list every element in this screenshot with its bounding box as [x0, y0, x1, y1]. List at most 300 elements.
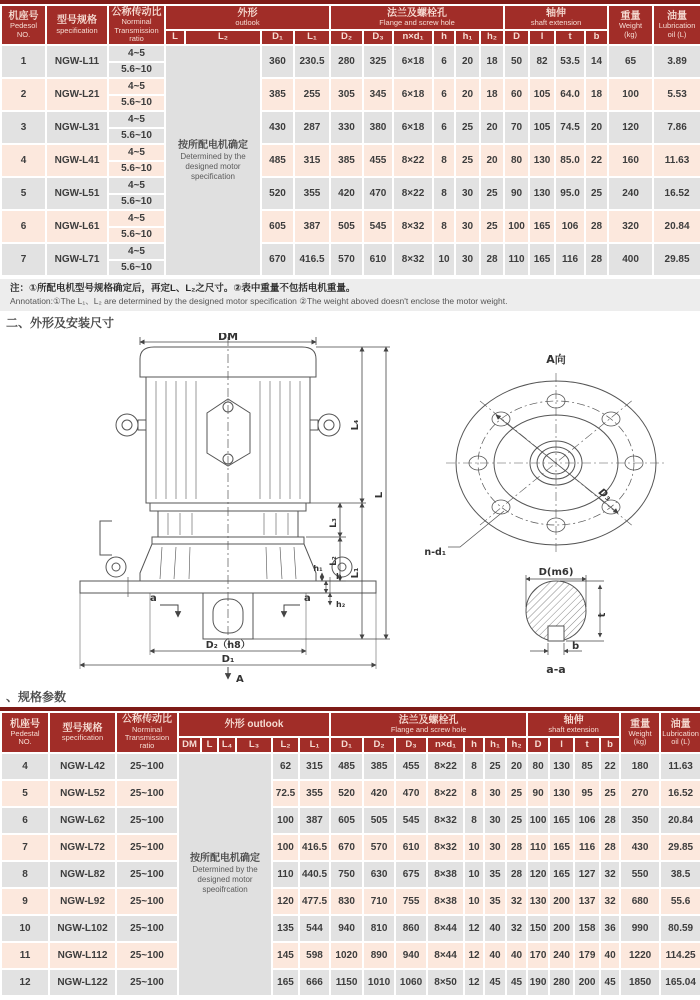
col-L: L	[201, 737, 218, 752]
value-cell: 130	[549, 780, 574, 807]
value-cell: 315	[294, 144, 330, 177]
value-cell: 137	[574, 888, 600, 915]
col-nxd1: n×d₁	[393, 30, 433, 45]
merged-note-cell: 按所配电机确定 Determined by the designed motor speoifrcation	[178, 753, 272, 996]
ratio-cell: 25~100	[116, 942, 178, 969]
value-cell: 416.5	[299, 834, 330, 861]
h-dim-label: h	[336, 572, 342, 582]
value-cell: 8×44	[427, 942, 464, 969]
value-cell: 55.6	[660, 888, 700, 915]
value-cell: 105	[529, 78, 555, 111]
pedestal-no-cell: 2	[1, 78, 46, 111]
value-cell: 3.89	[653, 45, 700, 78]
value-cell: 990	[620, 915, 660, 942]
model-cell: NGW-L41	[46, 144, 108, 177]
value-cell: 180	[620, 753, 660, 780]
value-cell: 11.63	[653, 144, 700, 177]
value-cell: 100	[272, 807, 299, 834]
ratio-cell: 25~100	[116, 780, 178, 807]
value-cell: 570	[363, 834, 395, 861]
aa-section-label: a-a	[546, 663, 566, 677]
value-cell: 940	[330, 915, 363, 942]
ratio-cell: 25~100	[116, 915, 178, 942]
col-L1: L₁	[299, 737, 330, 752]
value-cell: 200	[549, 915, 574, 942]
group-flange: 法兰及螺栓孔 Flange and screw hole	[330, 712, 527, 737]
value-cell: 165	[549, 861, 574, 888]
value-cell: 72.5	[272, 780, 299, 807]
ratio-cell: 4~5 5.6~10	[108, 111, 165, 144]
value-cell: 10	[464, 834, 484, 861]
value-cell: 30	[484, 780, 506, 807]
ratio-cell: 25~100	[116, 834, 178, 861]
col-t: t	[555, 30, 585, 45]
value-cell: 80	[504, 144, 529, 177]
value-cell: 106	[574, 807, 600, 834]
value-cell: 860	[395, 915, 427, 942]
col-pedestal-no: 机座号 Pedesol NO.	[1, 5, 46, 45]
value-cell: 35	[484, 861, 506, 888]
value-cell: 11.63	[660, 753, 700, 780]
table-row	[1, 942, 700, 969]
value-cell: 550	[620, 861, 660, 888]
a-view-title: A向	[546, 353, 566, 367]
col-specification: 型号规格 specification	[46, 5, 108, 45]
value-cell: 114.25	[660, 942, 700, 969]
merged-note-cell: 按所配电机确定 Determined by the designed motor specification	[165, 45, 261, 276]
value-cell: 387	[294, 210, 330, 243]
value-cell: 25	[585, 177, 608, 210]
value-cell: 750	[330, 861, 363, 888]
model-cell: NGW-L21	[46, 78, 108, 111]
value-cell: 82	[529, 45, 555, 78]
l1-dim-label: L₁	[350, 567, 361, 579]
value-cell: 325	[363, 45, 393, 78]
ratio-cell: 4~5 5.6~10	[108, 210, 165, 243]
value-cell: 130	[529, 144, 555, 177]
pedestal-no-cell: 10	[1, 915, 49, 942]
ratio-cell: 25~100	[116, 861, 178, 888]
value-cell: 8×38	[427, 861, 464, 888]
pedestal-no-cell: 7	[1, 243, 46, 276]
value-cell: 1010	[363, 969, 395, 996]
value-cell: 8×22	[427, 780, 464, 807]
value-cell: 120	[608, 111, 653, 144]
value-cell: 32	[506, 888, 527, 915]
value-cell: 170	[527, 942, 549, 969]
col-D: D	[527, 737, 549, 752]
pedestal-no-cell: 5	[1, 780, 49, 807]
value-cell: 610	[363, 243, 393, 276]
table-overall-dimensions	[0, 4, 700, 277]
outline-drawing	[0, 333, 700, 685]
value-cell: 8×32	[393, 210, 433, 243]
table-row	[1, 861, 700, 888]
value-cell: 8	[464, 780, 484, 807]
value-cell: 1220	[620, 942, 660, 969]
value-cell: 455	[395, 753, 427, 780]
col-weight: 重量 Weight (kg)	[608, 5, 653, 45]
value-cell: 385	[261, 78, 294, 111]
value-cell: 10	[464, 888, 484, 915]
value-cell: 165.04	[660, 969, 700, 996]
value-cell: 145	[272, 942, 299, 969]
ratio-cell: 25~100	[116, 888, 178, 915]
value-cell: 385	[363, 753, 395, 780]
value-cell: 110	[527, 834, 549, 861]
col-weight: 重量 Weight (kg)	[620, 712, 660, 752]
model-cell: NGW-L72	[49, 834, 116, 861]
value-cell: 20	[480, 144, 504, 177]
value-cell: 430	[620, 834, 660, 861]
value-cell: 130	[549, 753, 574, 780]
value-cell: 345	[363, 78, 393, 111]
value-cell: 62	[272, 753, 299, 780]
h1-dim-label: h₁	[313, 564, 323, 574]
model-cell: NGW-L62	[49, 807, 116, 834]
value-cell: 29.85	[660, 834, 700, 861]
value-cell: 90	[504, 177, 529, 210]
col-b: b	[600, 737, 620, 752]
value-cell: 120	[527, 861, 549, 888]
t-dim-label: t	[597, 612, 608, 618]
group-shaft: 轴伸 shaft extension	[504, 5, 608, 30]
value-cell: 22	[600, 753, 620, 780]
value-cell: 385	[330, 144, 363, 177]
pedestal-no-cell: 6	[1, 210, 46, 243]
value-cell: 570	[330, 243, 363, 276]
value-cell: 65	[608, 45, 653, 78]
col-D1: D₁	[261, 30, 294, 45]
value-cell: 320	[608, 210, 653, 243]
value-cell: 135	[272, 915, 299, 942]
value-cell: 14	[585, 45, 608, 78]
value-cell: 545	[395, 807, 427, 834]
pedestal-no-cell: 12	[1, 969, 49, 996]
model-cell: NGW-L31	[46, 111, 108, 144]
value-cell: 25	[506, 807, 527, 834]
pedestal-no-cell: 1	[1, 45, 46, 78]
value-cell: 53.5	[555, 45, 585, 78]
col-ratio: 公称传动比 Norminal Transmission ratio	[108, 5, 165, 45]
value-cell: 32	[506, 915, 527, 942]
value-cell: 28	[585, 243, 608, 276]
value-cell: 1060	[395, 969, 427, 996]
value-cell: 6×18	[393, 78, 433, 111]
model-cell: NGW-L112	[49, 942, 116, 969]
ratio-cell: 4~5 5.6~10	[108, 45, 165, 78]
ratio-cell: 25~100	[116, 753, 178, 780]
value-cell: 6×18	[393, 45, 433, 78]
value-cell: 20.84	[660, 807, 700, 834]
d3-dim-label: D₃	[596, 487, 613, 504]
value-cell: 32	[600, 888, 620, 915]
value-cell: 20	[480, 111, 504, 144]
col-h1: h₁	[484, 737, 506, 752]
model-cell: NGW-L82	[49, 861, 116, 888]
value-cell: 30	[455, 177, 480, 210]
dimension-drawing	[0, 333, 700, 685]
value-cell: 830	[330, 888, 363, 915]
value-cell: 95	[574, 780, 600, 807]
col-D3: D₃	[363, 30, 393, 45]
section-outline-title: 二、外形及安装尺寸	[6, 316, 115, 331]
n-d1-label: n-d₁	[424, 547, 446, 559]
value-cell: 810	[363, 915, 395, 942]
col-D2: D₂	[363, 737, 395, 752]
value-cell: 116	[555, 243, 585, 276]
pedestal-no-cell: 11	[1, 942, 49, 969]
table-row	[1, 45, 700, 78]
value-cell: 90	[527, 780, 549, 807]
value-cell: 350	[620, 807, 660, 834]
value-cell: 18	[480, 78, 504, 111]
value-cell: 330	[330, 111, 363, 144]
value-cell: 165	[272, 969, 299, 996]
col-L3: L₃	[236, 737, 272, 752]
value-cell: 16.52	[660, 780, 700, 807]
value-cell: 8	[433, 144, 455, 177]
value-cell: 420	[330, 177, 363, 210]
col-L: L	[165, 30, 185, 45]
value-cell: 95.0	[555, 177, 585, 210]
table-spec-parameters	[0, 711, 700, 996]
value-cell: 8	[464, 753, 484, 780]
value-cell: 8×22	[427, 753, 464, 780]
table-row	[1, 969, 700, 996]
col-b: b	[585, 30, 608, 45]
value-cell: 85	[574, 753, 600, 780]
value-cell: 7.86	[653, 111, 700, 144]
model-cell: NGW-L92	[49, 888, 116, 915]
value-cell: 80.59	[660, 915, 700, 942]
value-cell: 25	[484, 753, 506, 780]
value-cell: 18	[480, 45, 504, 78]
table-row	[1, 210, 700, 243]
table-row	[1, 834, 700, 861]
d1-dim-label: D₁	[221, 654, 235, 666]
value-cell: 18	[585, 78, 608, 111]
value-cell: 630	[363, 861, 395, 888]
value-cell: 127	[574, 861, 600, 888]
col-D1: D₁	[330, 737, 363, 752]
value-cell: 315	[299, 753, 330, 780]
col-oil: 油量 Lubrication oil (L)	[653, 5, 700, 45]
value-cell: 100	[504, 210, 529, 243]
value-cell: 890	[363, 942, 395, 969]
model-cell: NGW-L102	[49, 915, 116, 942]
value-cell: 355	[299, 780, 330, 807]
table-row	[1, 780, 700, 807]
value-cell: 5.53	[653, 78, 700, 111]
value-cell: 416.5	[294, 243, 330, 276]
value-cell: 165	[549, 834, 574, 861]
value-cell: 420	[363, 780, 395, 807]
value-cell: 105	[529, 111, 555, 144]
value-cell: 179	[574, 942, 600, 969]
value-cell: 45	[600, 969, 620, 996]
col-oil: 油量 Lubrication oil (L)	[660, 712, 700, 752]
value-cell: 8×44	[427, 915, 464, 942]
value-cell: 35	[484, 888, 506, 915]
table-row	[1, 807, 700, 834]
table-row	[1, 243, 700, 276]
value-cell: 116	[574, 834, 600, 861]
value-cell: 8	[464, 807, 484, 834]
value-cell: 40	[484, 915, 506, 942]
table-row	[1, 888, 700, 915]
value-cell: 110	[272, 861, 299, 888]
value-cell: 60	[504, 78, 529, 111]
ratio-cell: 25~100	[116, 969, 178, 996]
model-cell: NGW-L51	[46, 177, 108, 210]
value-cell: 25	[480, 177, 504, 210]
value-cell: 28	[480, 243, 504, 276]
value-cell: 106	[555, 210, 585, 243]
value-cell: 28	[600, 807, 620, 834]
col-l: l	[529, 30, 555, 45]
value-cell: 6×18	[393, 111, 433, 144]
col-D3: D₃	[395, 737, 427, 752]
col-specification: 型号规格 specification	[49, 712, 116, 752]
value-cell: 400	[608, 243, 653, 276]
value-cell: 10	[433, 243, 455, 276]
value-cell: 40	[484, 942, 506, 969]
model-cell: NGW-L61	[46, 210, 108, 243]
value-cell: 30	[484, 834, 506, 861]
value-cell: 240	[608, 177, 653, 210]
table-row	[1, 915, 700, 942]
col-h1: h₁	[455, 30, 480, 45]
d-m6-dim-label: D(m6)	[538, 567, 574, 579]
col-pedestal-no: 机座号 Pedestal NO.	[1, 712, 49, 752]
value-cell: 240	[549, 942, 574, 969]
value-cell: 45	[484, 969, 506, 996]
value-cell: 130	[529, 177, 555, 210]
value-cell: 675	[395, 861, 427, 888]
value-cell: 287	[294, 111, 330, 144]
value-cell: 8×32	[393, 243, 433, 276]
ratio-cell: 25~100	[116, 807, 178, 834]
value-cell: 100	[608, 78, 653, 111]
value-cell: 28	[506, 861, 527, 888]
ratio-cell: 4~5 5.6~10	[108, 177, 165, 210]
value-cell: 85.0	[555, 144, 585, 177]
value-cell: 70	[504, 111, 529, 144]
value-cell: 165	[529, 210, 555, 243]
pedestal-no-cell: 3	[1, 111, 46, 144]
value-cell: 305	[330, 78, 363, 111]
value-cell: 485	[261, 144, 294, 177]
table-row	[1, 753, 700, 780]
value-cell: 28	[600, 834, 620, 861]
col-h2: h₂	[506, 737, 527, 752]
col-t: t	[574, 737, 600, 752]
group-flange: 法兰及螺栓孔 Flange and screw hole	[330, 5, 504, 30]
value-cell: 280	[549, 969, 574, 996]
annotation-zh: 注：①所配电机型号规格确定后，再定L、L₂之尺寸。②表中重量不包括电机重量。	[10, 283, 356, 295]
value-cell: 360	[261, 45, 294, 78]
value-cell: 520	[330, 780, 363, 807]
value-cell: 200	[549, 888, 574, 915]
value-cell: 20	[455, 45, 480, 78]
value-cell: 605	[261, 210, 294, 243]
value-cell: 598	[299, 942, 330, 969]
value-cell: 64.0	[555, 78, 585, 111]
value-cell: 30	[455, 243, 480, 276]
value-cell: 110	[504, 243, 529, 276]
pedestal-no-cell: 6	[1, 807, 49, 834]
model-cell: NGW-L52	[49, 780, 116, 807]
col-D2: D₂	[330, 30, 363, 45]
value-cell: 6	[433, 45, 455, 78]
value-cell: 680	[620, 888, 660, 915]
l-dim-label: L	[374, 492, 385, 499]
ratio-cell: 4~5 5.6~10	[108, 144, 165, 177]
value-cell: 505	[363, 807, 395, 834]
value-cell: 755	[395, 888, 427, 915]
value-cell: 20	[506, 753, 527, 780]
value-cell: 8×32	[427, 807, 464, 834]
value-cell: 230.5	[294, 45, 330, 78]
col-h: h	[433, 30, 455, 45]
value-cell: 8	[433, 210, 455, 243]
value-cell: 30	[484, 807, 506, 834]
value-cell: 25	[506, 780, 527, 807]
value-cell: 190	[527, 969, 549, 996]
h2-dim-label: h₂	[336, 600, 346, 610]
value-cell: 545	[363, 210, 393, 243]
value-cell: 25	[455, 144, 480, 177]
ratio-cell: 4~5 5.6~10	[108, 243, 165, 276]
value-cell: 1020	[330, 942, 363, 969]
model-cell: NGW-L122	[49, 969, 116, 996]
model-cell: NGW-L71	[46, 243, 108, 276]
col-L2: L₂	[272, 737, 299, 752]
value-cell: 25	[600, 780, 620, 807]
value-cell: 270	[620, 780, 660, 807]
model-cell: NGW-L42	[49, 753, 116, 780]
value-cell: 280	[330, 45, 363, 78]
l4-dim-label: L₄	[350, 419, 361, 431]
pedestal-no-cell: 8	[1, 861, 49, 888]
value-cell: 130	[527, 888, 549, 915]
value-cell: 670	[261, 243, 294, 276]
value-cell: 12	[464, 942, 484, 969]
col-h: h	[464, 737, 484, 752]
value-cell: 120	[272, 888, 299, 915]
value-cell: 22	[585, 144, 608, 177]
value-cell: 29.85	[653, 243, 700, 276]
value-cell: 485	[330, 753, 363, 780]
value-cell: 520	[261, 177, 294, 210]
value-cell: 74.5	[555, 111, 585, 144]
pedestal-no-cell: 9	[1, 888, 49, 915]
value-cell: 8×22	[393, 144, 433, 177]
table-row	[1, 111, 700, 144]
value-cell: 25	[480, 210, 504, 243]
value-cell: 666	[299, 969, 330, 996]
section-a-right-label: a	[304, 593, 311, 605]
value-cell: 160	[608, 144, 653, 177]
table-row	[1, 177, 700, 210]
value-cell: 158	[574, 915, 600, 942]
a-view-arrow-label: A	[236, 674, 244, 686]
pedestal-no-cell: 4	[1, 144, 46, 177]
col-DM: DM	[178, 737, 201, 752]
value-cell: 380	[363, 111, 393, 144]
col-l: l	[549, 737, 574, 752]
